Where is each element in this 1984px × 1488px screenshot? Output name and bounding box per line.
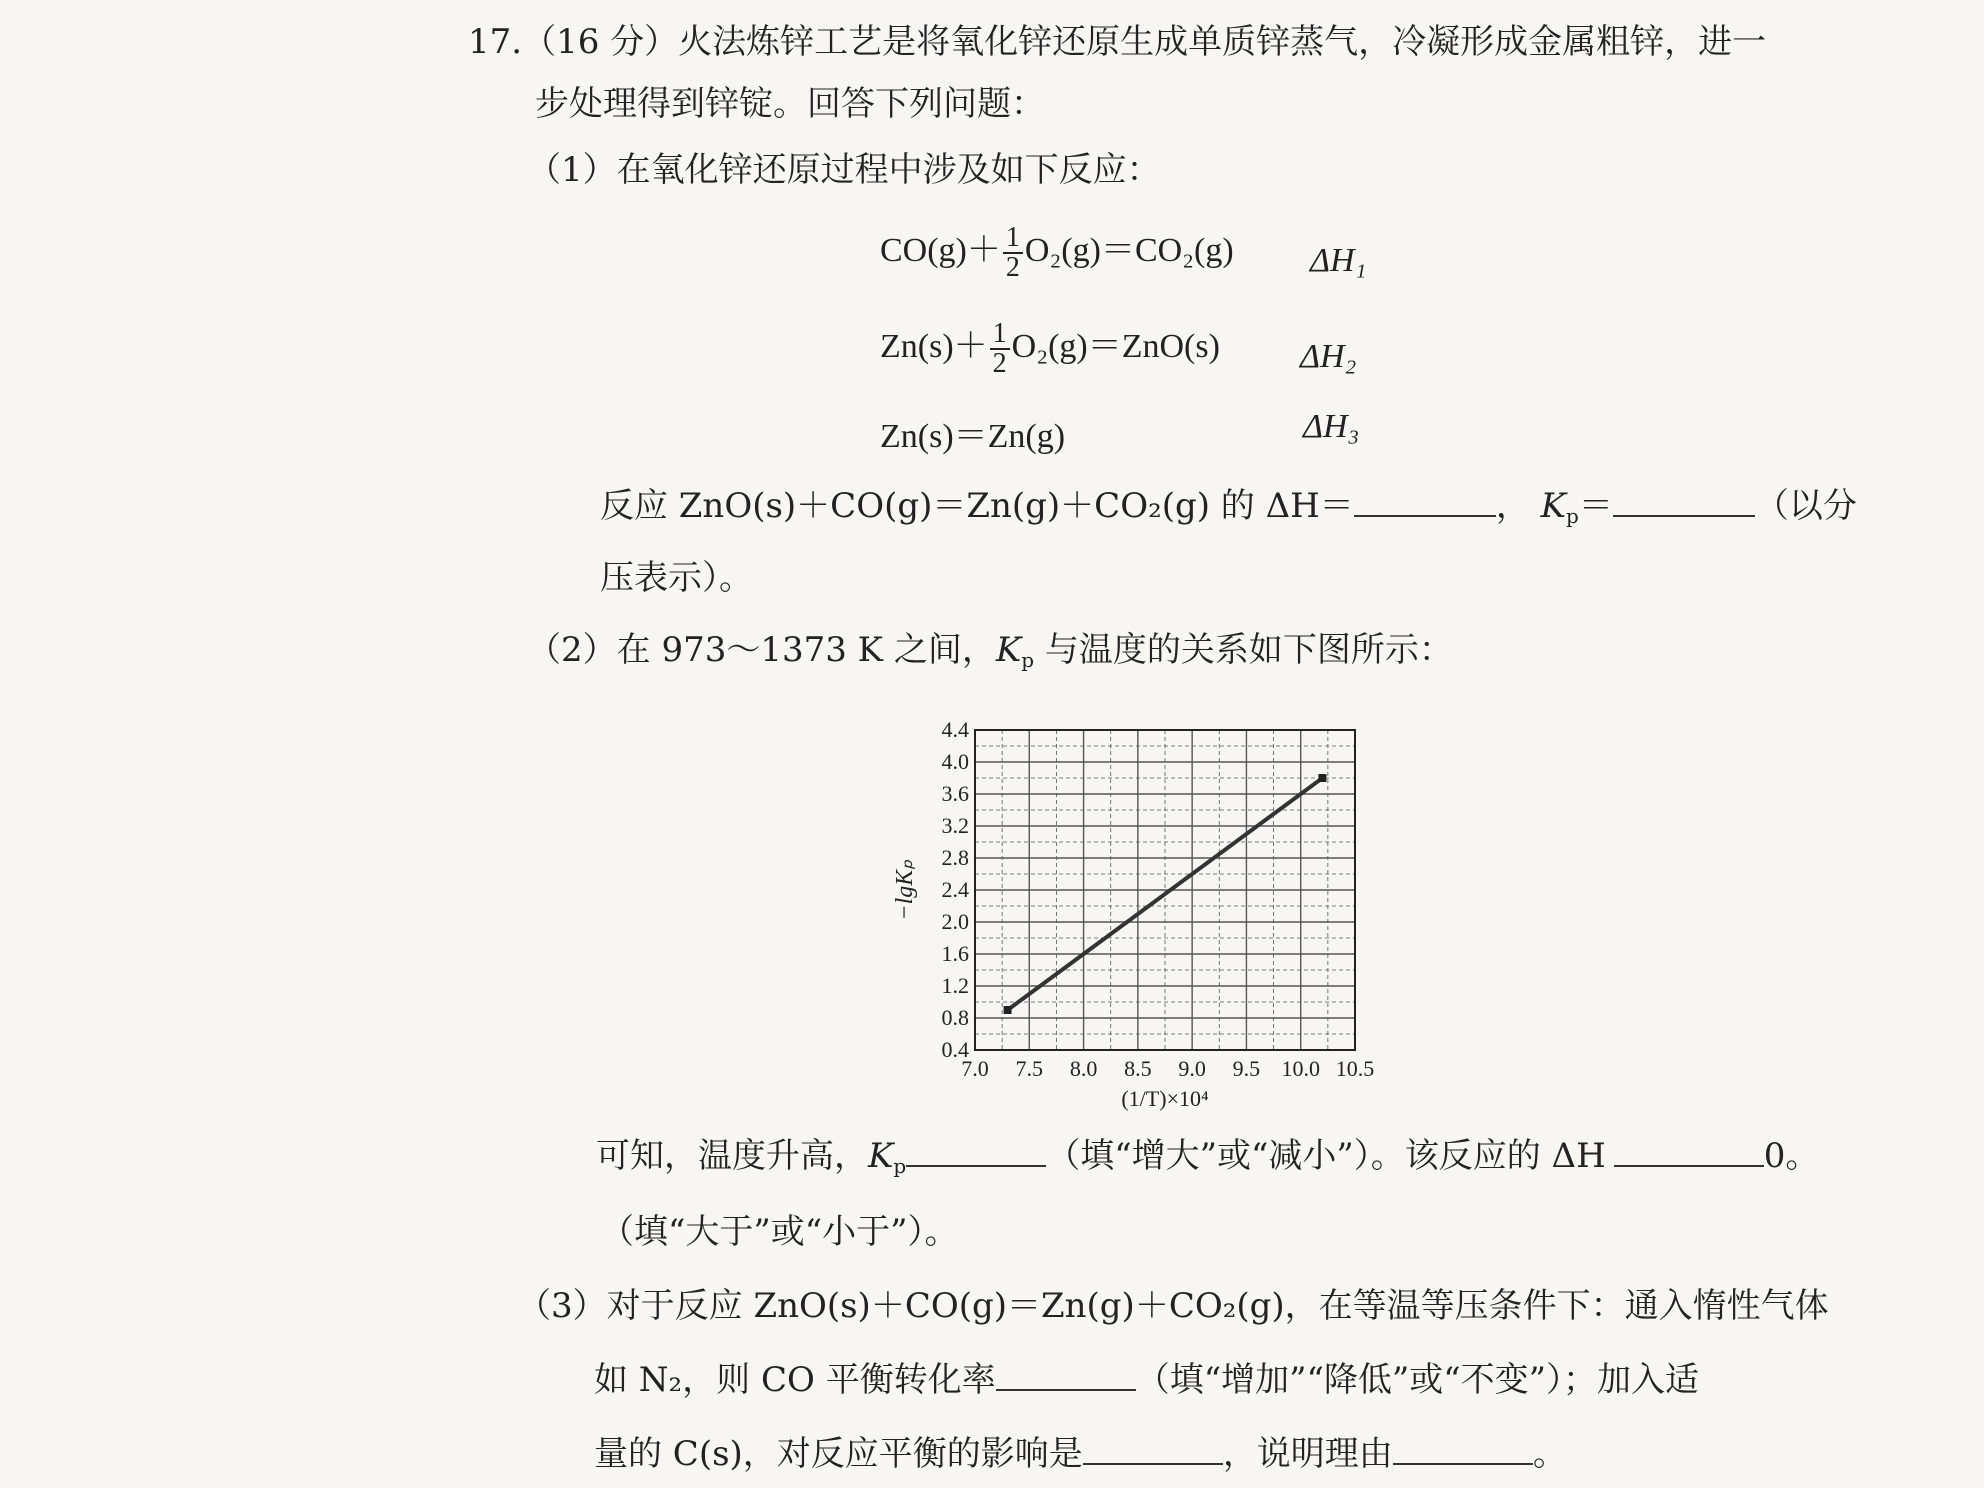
y-tick-label: 1.6 [941,941,969,966]
answer-blank-reason[interactable] [1393,1433,1533,1465]
fraction-half: $\frac{1}{2}$ [990,320,1010,378]
y-tick-label: 2.4 [941,877,969,902]
part3-line-2: 如 N₂，则 CO 平衡转化率 （填“增加”“降低”或“不变”）；加入适 [594,1360,1699,1400]
x-tick-label: 9.0 [1178,1056,1206,1081]
x-tick-label: 7.0 [961,1056,989,1081]
x-tick-label: 7.5 [1015,1056,1044,1081]
part3-line-3: 量的 C(s)，对反应平衡的影响是 ，说明理由 。 [594,1434,1567,1474]
part2-prompt: （2）在 973～1373 K 之间，$K_p$ 与温度的关系如下图所示： [527,630,1453,672]
data-point [1318,774,1326,782]
x-tick-label: 10.0 [1281,1056,1320,1081]
y-tick-label: 0.4 [941,1037,969,1062]
x-tick-label: 10.5 [1335,1056,1375,1081]
reaction-2: Zn(s)＋ $\frac{1}{2}$ O₂(g)＝ZnO(s) [880,318,1220,380]
reaction-1: CO(g)＋ $\frac{1}{2}$ O₂(g)＝CO₂(g) [880,222,1234,284]
problem-points: （16 分） [522,22,679,62]
data-point [1004,1006,1012,1014]
problem-intro-1: 火法炼锌工艺是将氧化锌还原生成单质锌蒸气，冷凝形成金属粗锌，进一 [678,22,1767,62]
x-tick-label: 8.5 [1124,1056,1152,1081]
y-tick-label: 3.2 [941,813,969,838]
part2-conclusion: 可知，温度升高，$K_p$ （填“增大”或“减小”）。该反应的 ΔH 0。 [596,1136,1820,1178]
reaction-3-dh: ΔH₃ [1303,408,1360,445]
y-tick-label: 2.0 [941,909,969,934]
kp-temperature-chart [880,700,1380,1120]
part1-prompt [527,148,1161,192]
answer-blank-kp[interactable] [1613,485,1755,517]
x-axis-label: (1/T)×10⁴ [1121,1086,1209,1111]
y-tick-label: 2.8 [941,845,969,870]
answer-blank-co-conversion[interactable] [996,1359,1136,1391]
problem-number: 17. [468,22,523,62]
problem-intro-2: 步处理得到锌锭。回答下列问题： [535,84,1045,124]
answer-blank-kp-trend[interactable] [906,1135,1046,1167]
part1-label: （1） [527,150,617,190]
y-axis-label: −lgKₚ [892,859,918,921]
x-tick-label: 9.5 [1232,1056,1261,1081]
answer-blank-dh-sign[interactable] [1614,1135,1764,1167]
answer-blank-carbon-effect[interactable] [1083,1433,1223,1465]
reaction-3: Zn(s)＝Zn(g) [880,418,1066,455]
part1-question-tail: 压表示）。 [600,558,753,598]
answer-blank-dh[interactable] [1354,485,1496,517]
y-tick-label: 1.2 [941,973,969,998]
part3-line-1: （3）对于反应 ZnO(s)＋CO(g)＝Zn(g)＋CO₂(g)，在等温等压条件下：通入惰性气体 [517,1286,1829,1326]
part1-question: 反应 ZnO(s)＋CO(g)＝Zn(g)＋CO₂(g) 的 ΔH＝ ， $K_p=$ （以分 [600,486,1857,528]
x-tick-label: 8.0 [1069,1056,1098,1081]
part2-conclusion-tail: （填“大于”或“小于”）。 [600,1212,959,1252]
reaction-2-dh: ΔH₂ [1300,338,1357,375]
part2-label: （2） [527,630,617,670]
y-tick-label: 4.4 [941,717,969,742]
y-tick-label: 0.8 [941,1005,969,1030]
problem-header [468,20,1766,64]
fraction-half: $\frac{1}{2}$ [1003,224,1023,282]
part1-text: 在氧化锌还原过程中涉及如下反应： [616,150,1161,190]
reaction-1-dh: ΔH₁ [1310,242,1367,279]
y-tick-label: 4.0 [941,749,969,774]
y-tick-label: 3.6 [941,781,969,806]
part3-label: （3） [517,1286,607,1326]
